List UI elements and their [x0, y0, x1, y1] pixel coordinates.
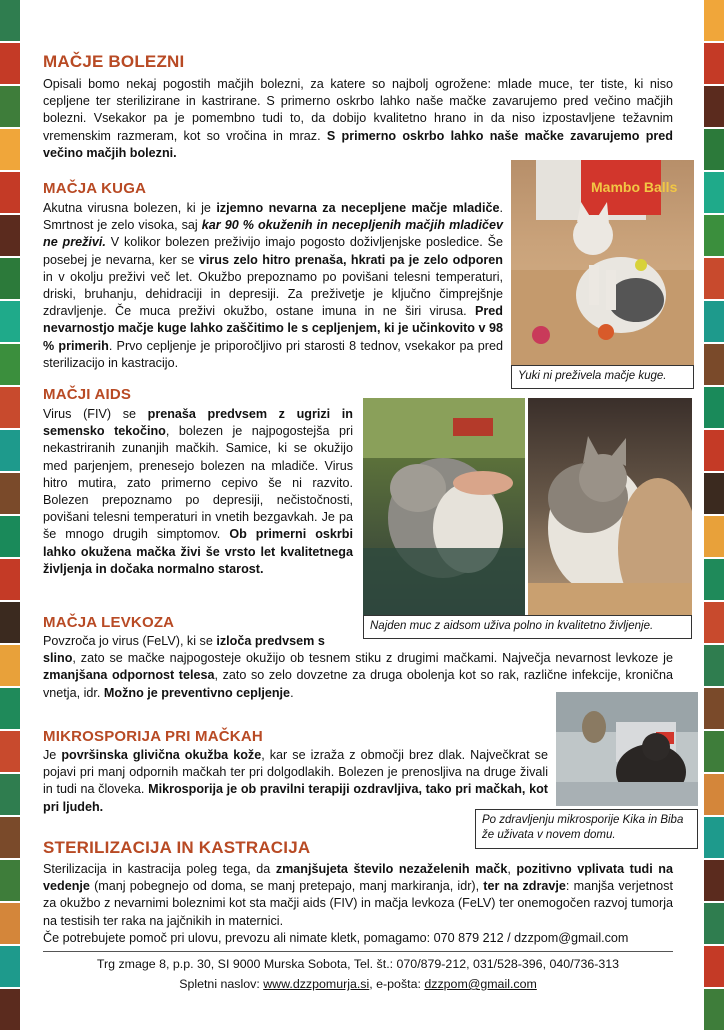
levkoza-bold-2: zmanjšana odpornost telesa: [43, 668, 215, 683]
aids-text-2: , bolezen je najpogostejša pri nekastriranih zunanjih mačkih. Samice, ki se okužijo med parjenjem, prenesejo bolezen na mladiče. Virus hitro mutira, zato primerno cepivo še ni razvito. Bolezen prepoznamo po depresiji, nečistočnosti, povišani telesni temperaturi in vnetih bezgavkah. Je pa še mnogo drugih simptomov.: [43, 424, 353, 542]
stripe-block: [0, 903, 20, 944]
levkoza-text-3: , zato so zelo dovzetne za druga obolenja kot so rak, različne infekcije, kronična vnetja, idr.: [43, 668, 674, 700]
stripe-block: [0, 344, 20, 385]
aids-cat-image-2: [528, 398, 692, 615]
stripe-block: [704, 516, 724, 557]
kuga-text-1: Akutna virusna bolezen, ki je: [43, 201, 217, 216]
stripe-block: [704, 344, 724, 385]
intro-text: Opisali bomo nekaj pogostih mačjih bolezni, za katere so najbolj ogrožene: mlade muce, ter tiste, ki niso cepljene ter sterilizirane in kastrirane. S primerno oskrbo lahko naše mačke zavarujemo pred večino mačjih bolezni. Vsekakor pa je pomembno tudi to, da dobijo kvalitetno hrano in da niso izpostavljene težavnim vremenskim razmeram, kot so vročina in mraz.: [43, 77, 673, 143]
footer-divider: [43, 951, 673, 952]
section-title-mikro: MIKROSPORIJA PRI MAČKAH: [43, 728, 263, 745]
stripe-block: [0, 129, 20, 170]
steril-text-3: (manj pobegnejo od doma, se manj pretepajo, manj markiranja, idr),: [89, 879, 484, 894]
kuga-bold-3: virus zelo hitro prenaša, hkrati pa je zelo odporen: [198, 252, 503, 267]
stripe-block: [704, 817, 724, 858]
stripe-block: [704, 258, 724, 299]
aids-cat-image-1: [363, 398, 525, 615]
yuki-cat-image: [511, 160, 694, 365]
section-title-levkoza: MAČJA LEVKOZA: [43, 614, 175, 631]
stripe-block: [0, 817, 20, 858]
steril-section: [43, 838, 673, 947]
stripe-block: [0, 387, 20, 428]
kuga-text-5: . Prvo cepljenje je priporočljivo pri starosti 8 tednov, vsekakor pa pred sterilizacijo in kastracijo.: [43, 338, 503, 370]
stripe-block: [0, 43, 20, 84]
section-title-intro: MAČJE BOLEZNI: [43, 52, 185, 71]
stripe-block: [0, 473, 20, 514]
aids-paragraph: [43, 406, 353, 578]
steril-text-2: ,: [507, 862, 517, 876]
photo-kika-biba: [556, 692, 698, 806]
stripe-block: [704, 559, 724, 600]
intro-bold: S primerno oskrbo lahko naše mačke zavarujemo pred večino mačjih bolezni.: [43, 128, 673, 160]
stripe-block: [704, 129, 724, 170]
stripe-block: [704, 0, 724, 41]
stripe-block: [704, 387, 724, 428]
stripe-block: [704, 946, 724, 987]
footer-contact: [43, 974, 673, 994]
stripe-block: [704, 86, 724, 127]
section-title-steril: STERILIZACIJA IN KASTRACIJA: [43, 838, 311, 857]
caption-aids: Najden muc z aidsom uživa polno in kvalitetno življenje.: [363, 615, 692, 639]
aids-text-1: Virus (FIV) se: [43, 407, 148, 422]
footer-address: Trg zmage 8, p.p. 30, SI 9000 Murska Sobota, Tel. št.: 070/879-212, 031/528-396, 040/736-313: [96, 957, 620, 971]
section-title-aids: MAČJI AIDS: [43, 386, 132, 404]
left-color-stripe: [0, 0, 20, 1024]
levkoza-text-1: Povzroča jo virus (FeLV), ki se: [43, 634, 217, 648]
stripe-block: [0, 688, 20, 729]
box-label: Mambo Balls: [591, 179, 678, 195]
stripe-block: [704, 301, 724, 342]
levkoza-text-4: .: [290, 685, 294, 700]
stripe-block: [704, 215, 724, 256]
stripe-block: [704, 172, 724, 213]
stripe-block: [704, 473, 724, 514]
stripe-block: [0, 946, 20, 987]
stripe-block: [704, 430, 724, 471]
aids-bold-2: Ob primerni oskrbi lahko okužena mačka živi še vrsto let kvalitetnega življenja in dočaka normalno starost.: [43, 527, 354, 576]
kika-biba-image: [556, 692, 698, 806]
levkoza-text-2: , zato se mačke najpogosteje okužijo ob tesnem stiku z drugimi mačkami. Največja nevarnost levkoze je: [72, 651, 673, 666]
section-title-kuga: MAČJA KUGA: [43, 180, 147, 198]
stripe-block: [0, 602, 20, 643]
steril-paragraph: [43, 861, 673, 930]
aids-bold-1: prenaša predvsem z ugrizi in semensko tekočino: [43, 407, 353, 439]
stripe-block: [704, 688, 724, 729]
stripe-block: [0, 860, 20, 901]
photo-aids-cat-1: [363, 398, 525, 615]
stripe-block: [704, 774, 724, 815]
stripe-block: [0, 86, 20, 127]
stripe-block: [704, 860, 724, 901]
stripe-block: [0, 258, 20, 299]
kuga-text-4: in v okolju preživi več let. Okužbo prepoznamo po povišani telesni temperaturi, driski, bruhanju, dehidraciji in depresiji. Za preživetje je ključno čimprejšnje zdravljenje. Če muca preživi okužbo, ostane imuna in ne širi virusa.: [43, 269, 503, 319]
stripe-block: [704, 645, 724, 686]
stripe-block: [704, 731, 724, 772]
stripe-block: [704, 43, 724, 84]
email-link[interactable]: dzzpom@gmail.com: [424, 977, 537, 991]
levkoza-bold-1: izloča predvsem s: [216, 634, 325, 648]
stripe-block: [0, 172, 20, 213]
kuga-text-3: V kolikor bolezen preživijo imajo pogosto doživljenjske posledice. Še posebej je nevarna, ker se: [43, 235, 504, 267]
steril-text-4: : manjša verjetnost za okužbo z nevarnimi boleznimi kot sta mačji aids (FIV) in mačja levkoza (FeLV) ter onemogočen razvoj tumorja na testisih ter raka na jajčnikih in maternici.: [43, 879, 673, 928]
levkoza-bold-1b: slino: [43, 651, 73, 666]
mikro-paragraph: [43, 747, 548, 816]
mikro-bold-2: Mikrosporija je ob pravilni terapiji ozdravljiva, tako pri mačkah, kot pri ljudeh.: [43, 782, 548, 814]
stripe-block: [0, 645, 20, 686]
stripe-block: [0, 215, 20, 256]
stripe-block: [0, 516, 20, 557]
stripe-block: [704, 903, 724, 944]
stripe-block: [0, 430, 20, 471]
levkoza-bold-3: Možno je preventivno cepljenje: [103, 685, 291, 700]
stripe-block: [704, 602, 724, 643]
footer: [43, 954, 673, 994]
kuga-bold-1: izjemno nevarna za necepljene mačje mladiče: [216, 201, 500, 216]
steril-bold-2: pozitivno vplivata tudi na vedenje: [43, 862, 673, 894]
kuga-text-2: . Smrtnost je zelo visoka, saj: [43, 201, 503, 233]
stripe-block: [0, 774, 20, 815]
stripe-block: [0, 0, 20, 41]
intro-paragraph: [43, 76, 673, 162]
stripe-block: [0, 559, 20, 600]
kuga-bold-4: Pred nevarnostjo mačje kuge lahko zaščitimo le s cepljenjem, ki je učinkovito v 98 % primerih: [43, 304, 503, 353]
footer-mail-label: , e-pošta:: [369, 977, 425, 991]
stripe-block: [0, 301, 20, 342]
mikro-bold-1: površinska glivična okužba kože: [61, 748, 262, 762]
mikro-section: [43, 728, 548, 816]
steril-bold-3: ter na zdravje: [483, 879, 566, 894]
steril-text-1: Sterilizacija in kastracija poleg tega, da: [43, 862, 276, 876]
footer-web-label: Spletni naslov:: [179, 977, 264, 991]
caption-kika-biba: Po zdravljenju mikrosporije Kika in Biba že uživata v novem domu.: [475, 809, 698, 849]
steril-bold-1: zmanjšujeta število nezaželenih mačk: [275, 862, 508, 876]
photo-yuki: [511, 160, 694, 365]
photo-aids-cat-2: [528, 398, 692, 615]
help-line: Če potrebujete pomoč pri ulovu, prevozu ali nimate kletk, pomagamo: 070 879 212 / dzzpom@gmail.com: [43, 930, 629, 945]
mikro-text-2: , kar se izraža z območji brez dlak. Največkrat se pojavi pri manj odpornih mačkah ter pri dolgodlakih. Bolezen je prenosljiva na druge živali in tudi na človeka.: [43, 748, 548, 797]
stripe-block: [0, 731, 20, 772]
mikro-text-1: Je: [43, 748, 62, 762]
caption-yuki: Yuki ni preživela mačje kuge.: [511, 365, 694, 389]
website-link[interactable]: www.dzzpomurja.si: [263, 977, 370, 991]
kuga-bold-2: kar 90 % okuženih in necepljenih mačjih mladičev ne preživi.: [43, 218, 503, 250]
kuga-paragraph: [43, 200, 503, 372]
right-color-stripe: [704, 0, 724, 1024]
